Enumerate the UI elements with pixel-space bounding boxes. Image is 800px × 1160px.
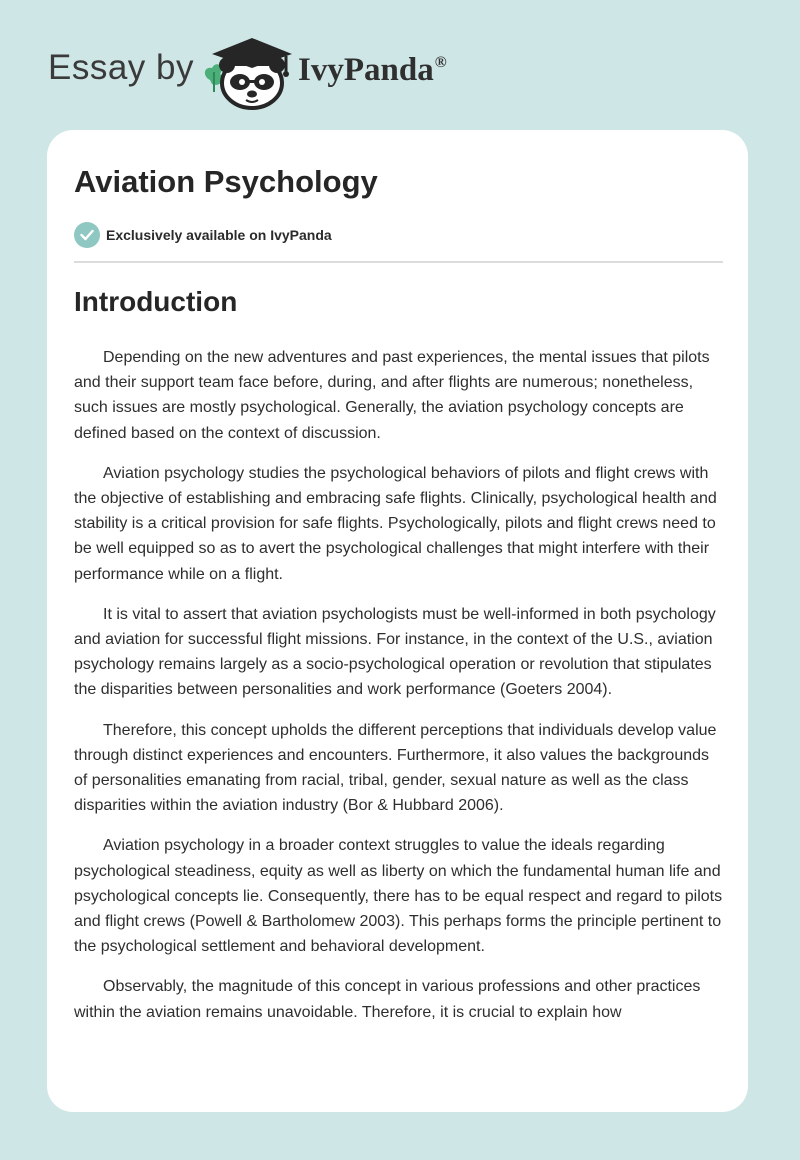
section-heading-introduction: Introduction [74,286,238,317]
exclusive-badge-text: Exclusively available on IvyPanda [106,227,332,243]
brand-name[interactable]: IvyPanda® [298,52,447,88]
paragraph: Aviation psychology in a broader context struggles to value the ideals regarding psychological steadiness, equity as well as liberty on which the fundamental human life and psychological concepts lie. Consequently, there has to be equal respect and regard to pilots and flight crews (Powell & Bartholomew 2003). This perhaps forms the principle pertinent to the psychological settlement and behavioral development. [74,837,723,956]
essay-by-label: Essay by [48,48,194,87]
check-icon [74,222,100,248]
essay-body [74,345,724,1040]
paragraph: Observably, the magnitude of this concept in various professions and other practices within the aviation remains unavoidable. Therefore, it is crucial to explain how [74,978,701,1021]
panda-graduate-logo-icon[interactable] [200,36,296,110]
paragraph: Depending on the new adventures and past experiences, the mental issues that pilots and their support team face before, during, and after flights are numerous; nonetheless, such issues are mostly psychological. Generally, the aviation psychology concepts are defined based on the context of discussion. [74,349,710,442]
page-title: Aviation Psychology [74,164,378,199]
paragraph: Therefore, this concept upholds the different perceptions that individuals develop value through distinct experiences and encounters. Furthermore, it also values the backgrounds of personalities emanating from racial, tribal, gender, sexual nature as well as the class disparities within the aviation industry (Bor & Hubbard 2006). [74,721,717,815]
divider [74,261,723,263]
registered-mark: ® [434,54,447,71]
essay-card [47,130,748,1112]
paragraph: Aviation psychology studies the psychological behaviors of pilots and flight crews with the objective of establishing and embracing safe flights. Clinically, psychological health and stability is a critical provision for safe flights. Psychologically, pilots and flight crews need to be well equipped so as to avert the psychological challenges that might interfere with their performance while on a flight. [74,464,717,583]
paragraph: It is vital to assert that aviation psychologists must be well-informed in both psychology and aviation for successful flight missions. For instance, in the context of the U.S., aviation psychology remains largely as a socio-psychological operation or revolution that stipulates the disparities between personalities and work performance (Goeters 2004). [74,605,716,699]
site-header [0,0,800,130]
exclusive-badge [74,222,332,248]
